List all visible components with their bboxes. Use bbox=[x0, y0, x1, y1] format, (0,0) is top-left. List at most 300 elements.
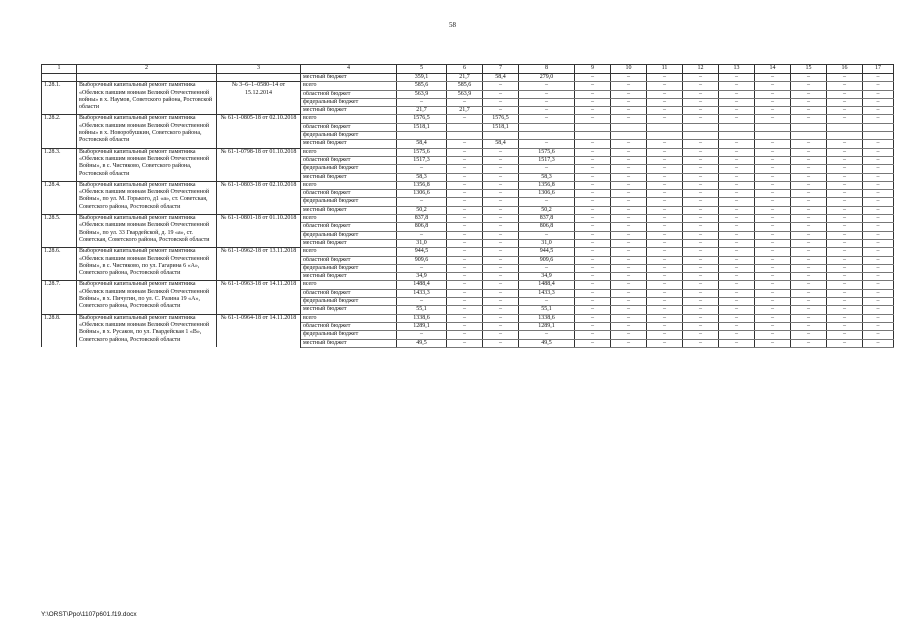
value-cell: 563,9 bbox=[447, 90, 483, 98]
value-cell bbox=[575, 132, 611, 140]
value-cell: 1576,5 bbox=[397, 115, 447, 123]
value-cell: – bbox=[683, 289, 719, 297]
value-cell bbox=[447, 132, 483, 140]
value-cell: – bbox=[647, 223, 683, 231]
value-cell: – bbox=[719, 82, 755, 90]
value-cell: – bbox=[719, 281, 755, 289]
value-cell: – bbox=[755, 181, 791, 189]
value-cell: – bbox=[755, 215, 791, 223]
value-cell: – bbox=[611, 107, 647, 115]
value-cell: – bbox=[719, 90, 755, 98]
value-cell: – bbox=[611, 215, 647, 223]
value-cell: – bbox=[791, 190, 827, 198]
value-cell: – bbox=[483, 148, 519, 156]
value-cell: – bbox=[575, 90, 611, 98]
value-cell bbox=[683, 132, 719, 140]
value-cell: – bbox=[719, 239, 755, 247]
value-cell: – bbox=[863, 206, 894, 214]
value-cell: – bbox=[683, 74, 719, 82]
value-cell: – bbox=[575, 248, 611, 256]
funding-source: местный бюджет bbox=[301, 107, 397, 115]
table-row bbox=[42, 281, 894, 289]
value-cell: – bbox=[827, 231, 863, 239]
funding-source: федеральный бюджет bbox=[301, 331, 397, 339]
value-cell: – bbox=[397, 165, 447, 173]
value-cell: – bbox=[647, 322, 683, 330]
value-cell: – bbox=[755, 298, 791, 306]
value-cell: – bbox=[483, 273, 519, 281]
value-cell: – bbox=[863, 173, 894, 181]
value-cell: – bbox=[863, 198, 894, 206]
value-cell: – bbox=[755, 273, 791, 281]
value-cell: 806,8 bbox=[519, 223, 575, 231]
value-cell: – bbox=[755, 264, 791, 272]
value-cell: – bbox=[447, 331, 483, 339]
value-cell: – bbox=[683, 90, 719, 98]
value-cell: – bbox=[791, 173, 827, 181]
value-cell: – bbox=[611, 156, 647, 164]
value-cell: – bbox=[483, 306, 519, 314]
value-cell: – bbox=[447, 339, 483, 347]
item-name: Выборочный капитальный ремонт памятника «Обелиск павшим воинам Великой Отечественной Войны», по ул. М. Горького, д1 «а», ст. Советская, Советского района, Ростовской области bbox=[77, 181, 217, 214]
value-cell: – bbox=[611, 115, 647, 123]
value-cell: – bbox=[755, 115, 791, 123]
value-cell: – bbox=[519, 165, 575, 173]
value-cell: – bbox=[611, 148, 647, 156]
value-cell: – bbox=[483, 289, 519, 297]
value-cell: – bbox=[827, 306, 863, 314]
value-cell: – bbox=[683, 223, 719, 231]
value-cell: – bbox=[791, 115, 827, 123]
column-number: 11 bbox=[647, 65, 683, 74]
value-cell: – bbox=[647, 215, 683, 223]
item-number: 1.28.4. bbox=[42, 181, 77, 214]
value-cell: 359,1 bbox=[397, 74, 447, 82]
value-cell: – bbox=[683, 82, 719, 90]
column-number: 2 bbox=[77, 65, 217, 74]
funding-source: местный бюджет bbox=[301, 173, 397, 181]
value-cell: – bbox=[519, 264, 575, 272]
value-cell: – bbox=[863, 248, 894, 256]
value-cell: – bbox=[647, 256, 683, 264]
value-cell: – bbox=[755, 74, 791, 82]
funding-source: местный бюджет bbox=[301, 273, 397, 281]
value-cell: – bbox=[863, 181, 894, 189]
value-cell: – bbox=[519, 98, 575, 106]
value-cell: – bbox=[755, 281, 791, 289]
value-cell: 1488,4 bbox=[519, 281, 575, 289]
value-cell: – bbox=[483, 331, 519, 339]
value-cell: 1517,3 bbox=[397, 156, 447, 164]
value-cell: – bbox=[611, 248, 647, 256]
value-cell: – bbox=[827, 322, 863, 330]
value-cell: – bbox=[611, 256, 647, 264]
value-cell: – bbox=[611, 231, 647, 239]
value-cell: – bbox=[611, 190, 647, 198]
value-cell: – bbox=[447, 173, 483, 181]
value-cell: 1338,6 bbox=[397, 314, 447, 322]
value-cell: – bbox=[483, 298, 519, 306]
value-cell bbox=[827, 123, 863, 131]
value-cell: – bbox=[447, 289, 483, 297]
value-cell: – bbox=[611, 140, 647, 148]
funding-source: федеральный бюджет bbox=[301, 231, 397, 239]
value-cell: – bbox=[483, 256, 519, 264]
value-cell: – bbox=[647, 248, 683, 256]
value-cell: – bbox=[755, 148, 791, 156]
value-cell: – bbox=[791, 98, 827, 106]
value-cell: – bbox=[719, 248, 755, 256]
value-cell: 55,1 bbox=[519, 306, 575, 314]
value-cell: – bbox=[447, 115, 483, 123]
value-cell: – bbox=[791, 264, 827, 272]
value-cell: 58,4 bbox=[483, 74, 519, 82]
value-cell: – bbox=[863, 165, 894, 173]
empty-cell bbox=[77, 74, 217, 82]
value-cell: – bbox=[447, 98, 483, 106]
item-document: № 61-1-0962-18 от 13.11.2018 bbox=[217, 248, 301, 281]
value-cell: – bbox=[683, 231, 719, 239]
value-cell bbox=[719, 123, 755, 131]
value-cell: – bbox=[647, 331, 683, 339]
value-cell: – bbox=[575, 198, 611, 206]
column-number: 12 bbox=[683, 65, 719, 74]
funding-source: местный бюджет bbox=[301, 140, 397, 148]
value-cell: – bbox=[683, 322, 719, 330]
value-cell: 563,9 bbox=[397, 90, 447, 98]
funding-source: федеральный бюджет bbox=[301, 198, 397, 206]
value-cell: – bbox=[447, 231, 483, 239]
value-cell: – bbox=[791, 148, 827, 156]
value-cell: – bbox=[791, 74, 827, 82]
value-cell: – bbox=[719, 165, 755, 173]
value-cell: – bbox=[719, 98, 755, 106]
value-cell: – bbox=[791, 322, 827, 330]
value-cell: – bbox=[519, 90, 575, 98]
value-cell: – bbox=[719, 115, 755, 123]
value-cell: 944,5 bbox=[519, 248, 575, 256]
value-cell: – bbox=[519, 298, 575, 306]
value-cell: – bbox=[611, 223, 647, 231]
value-cell: – bbox=[791, 165, 827, 173]
funding-source: всего bbox=[301, 181, 397, 189]
value-cell: – bbox=[683, 339, 719, 347]
value-cell: – bbox=[575, 331, 611, 339]
value-cell: – bbox=[447, 298, 483, 306]
value-cell: – bbox=[575, 339, 611, 347]
value-cell: – bbox=[575, 231, 611, 239]
value-cell: 1518,1 bbox=[397, 123, 447, 131]
item-number: 1.28.3. bbox=[42, 148, 77, 181]
value-cell: – bbox=[755, 198, 791, 206]
column-number: 7 bbox=[483, 65, 519, 74]
value-cell: – bbox=[827, 173, 863, 181]
value-cell: – bbox=[683, 181, 719, 189]
value-cell: – bbox=[575, 264, 611, 272]
value-cell: 1306,6 bbox=[397, 190, 447, 198]
funding-source: областной бюджет bbox=[301, 256, 397, 264]
value-cell: – bbox=[755, 82, 791, 90]
item-document: № 61-1-0803-18 от 02.10.2018 bbox=[217, 181, 301, 214]
value-cell: – bbox=[683, 140, 719, 148]
value-cell: – bbox=[719, 140, 755, 148]
value-cell: – bbox=[647, 98, 683, 106]
column-number-row bbox=[42, 65, 894, 74]
value-cell: – bbox=[863, 298, 894, 306]
value-cell: – bbox=[683, 198, 719, 206]
value-cell: – bbox=[863, 273, 894, 281]
value-cell: – bbox=[611, 74, 647, 82]
value-cell: 909,6 bbox=[397, 256, 447, 264]
funding-source: всего bbox=[301, 314, 397, 322]
value-cell: – bbox=[755, 140, 791, 148]
value-cell: 1338,6 bbox=[519, 314, 575, 322]
value-cell: – bbox=[647, 239, 683, 247]
value-cell: 58,3 bbox=[519, 173, 575, 181]
value-cell: – bbox=[683, 165, 719, 173]
value-cell bbox=[519, 132, 575, 140]
value-cell: – bbox=[397, 231, 447, 239]
funding-source: всего bbox=[301, 82, 397, 90]
value-cell bbox=[483, 132, 519, 140]
value-cell: – bbox=[397, 264, 447, 272]
funding-source: областной бюджет bbox=[301, 190, 397, 198]
value-cell: – bbox=[575, 107, 611, 115]
value-cell: – bbox=[683, 281, 719, 289]
value-cell: – bbox=[647, 281, 683, 289]
value-cell: – bbox=[791, 156, 827, 164]
item-name: Выборочный капитальный ремонт памятника «Обелиск павшим воинам Великой Отечественной Войны», в х. Русаков, по ул. Гвардейская 1 «В», Советского района, Ростовской области bbox=[77, 314, 217, 347]
value-cell: 1356,8 bbox=[519, 181, 575, 189]
value-cell: – bbox=[647, 273, 683, 281]
funding-source: областной бюджет bbox=[301, 223, 397, 231]
funding-source: федеральный бюджет bbox=[301, 98, 397, 106]
item-name: Выборочный капитальный ремонт памятника «Обелиск павшим воинам Великой Отечественной войны» в х. Новоробушкин, Советского района, Ростовской области bbox=[77, 115, 217, 148]
value-cell: – bbox=[827, 140, 863, 148]
value-cell: – bbox=[863, 140, 894, 148]
table-row bbox=[42, 248, 894, 256]
value-cell: – bbox=[397, 98, 447, 106]
value-cell: – bbox=[683, 256, 719, 264]
value-cell: – bbox=[755, 248, 791, 256]
column-number: 8 bbox=[519, 65, 575, 74]
empty-cell bbox=[42, 74, 77, 82]
funding-source: всего bbox=[301, 148, 397, 156]
value-cell: – bbox=[575, 215, 611, 223]
value-cell: 58,3 bbox=[397, 173, 447, 181]
value-cell: – bbox=[647, 107, 683, 115]
value-cell: – bbox=[647, 206, 683, 214]
value-cell: – bbox=[719, 190, 755, 198]
value-cell: – bbox=[827, 82, 863, 90]
value-cell: – bbox=[827, 90, 863, 98]
value-cell: 49,5 bbox=[397, 339, 447, 347]
value-cell: 31,0 bbox=[397, 239, 447, 247]
value-cell: – bbox=[397, 298, 447, 306]
value-cell: – bbox=[683, 215, 719, 223]
value-cell: – bbox=[755, 173, 791, 181]
value-cell: 1518,1 bbox=[483, 123, 519, 131]
value-cell: – bbox=[483, 231, 519, 239]
column-number: 5 bbox=[397, 65, 447, 74]
column-number: 14 bbox=[755, 65, 791, 74]
funding-source: местный бюджет bbox=[301, 74, 397, 82]
value-cell: – bbox=[483, 281, 519, 289]
value-cell: – bbox=[791, 239, 827, 247]
value-cell: – bbox=[863, 239, 894, 247]
value-cell: – bbox=[827, 273, 863, 281]
funding-source: всего bbox=[301, 215, 397, 223]
value-cell: – bbox=[647, 198, 683, 206]
value-cell: – bbox=[647, 181, 683, 189]
value-cell: 1433,3 bbox=[397, 289, 447, 297]
column-number: 15 bbox=[791, 65, 827, 74]
value-cell: – bbox=[719, 339, 755, 347]
value-cell: – bbox=[719, 264, 755, 272]
value-cell: – bbox=[611, 298, 647, 306]
value-cell: – bbox=[647, 140, 683, 148]
value-cell: – bbox=[863, 281, 894, 289]
value-cell: – bbox=[447, 264, 483, 272]
value-cell: – bbox=[755, 314, 791, 322]
value-cell: 837,8 bbox=[519, 215, 575, 223]
value-cell: – bbox=[719, 215, 755, 223]
value-cell: 585,6 bbox=[447, 82, 483, 90]
value-cell: – bbox=[719, 298, 755, 306]
value-cell: – bbox=[719, 74, 755, 82]
value-cell: – bbox=[863, 314, 894, 322]
value-cell: – bbox=[683, 148, 719, 156]
value-cell: – bbox=[719, 107, 755, 115]
value-cell: – bbox=[575, 314, 611, 322]
value-cell: – bbox=[719, 306, 755, 314]
value-cell: – bbox=[483, 239, 519, 247]
value-cell: – bbox=[755, 239, 791, 247]
value-cell: – bbox=[483, 190, 519, 198]
value-cell: – bbox=[611, 82, 647, 90]
value-cell: 58,4 bbox=[397, 140, 447, 148]
value-cell: 1433,3 bbox=[519, 289, 575, 297]
value-cell: – bbox=[755, 339, 791, 347]
value-cell: – bbox=[863, 107, 894, 115]
value-cell: – bbox=[647, 165, 683, 173]
value-cell: – bbox=[755, 190, 791, 198]
value-cell: – bbox=[827, 148, 863, 156]
column-number: 4 bbox=[301, 65, 397, 74]
value-cell: – bbox=[683, 239, 719, 247]
funding-source: местный бюджет bbox=[301, 239, 397, 247]
value-cell: – bbox=[683, 115, 719, 123]
value-cell: – bbox=[863, 256, 894, 264]
value-cell: – bbox=[791, 256, 827, 264]
value-cell bbox=[827, 132, 863, 140]
column-number: 9 bbox=[575, 65, 611, 74]
funding-source: всего bbox=[301, 248, 397, 256]
value-cell: 55,1 bbox=[397, 306, 447, 314]
value-cell: – bbox=[755, 223, 791, 231]
value-cell: – bbox=[719, 314, 755, 322]
value-cell: – bbox=[755, 156, 791, 164]
value-cell: – bbox=[719, 148, 755, 156]
value-cell: – bbox=[611, 90, 647, 98]
value-cell: – bbox=[827, 107, 863, 115]
funding-source: местный бюджет bbox=[301, 306, 397, 314]
value-cell: – bbox=[483, 314, 519, 322]
value-cell: – bbox=[683, 107, 719, 115]
value-cell: – bbox=[827, 115, 863, 123]
value-cell: 279,0 bbox=[519, 74, 575, 82]
value-cell: – bbox=[575, 156, 611, 164]
value-cell: – bbox=[483, 82, 519, 90]
value-cell: – bbox=[791, 90, 827, 98]
value-cell: 58,4 bbox=[483, 140, 519, 148]
value-cell: – bbox=[519, 107, 575, 115]
value-cell: – bbox=[575, 298, 611, 306]
value-cell: – bbox=[683, 206, 719, 214]
value-cell: – bbox=[719, 173, 755, 181]
value-cell: – bbox=[755, 331, 791, 339]
value-cell: – bbox=[575, 140, 611, 148]
value-cell: – bbox=[719, 231, 755, 239]
item-number: 1.28.1. bbox=[42, 82, 77, 115]
value-cell: – bbox=[683, 331, 719, 339]
value-cell: – bbox=[683, 98, 719, 106]
table-row bbox=[42, 148, 894, 156]
value-cell bbox=[447, 123, 483, 131]
value-cell: – bbox=[683, 273, 719, 281]
item-name: Выборочный капитальный ремонт памятника «Обелиск павшим воинам Великой Отечественной Войны», в х. Пичугин, по ул. С. Разина 19 «А», Советского района, Ростовской области bbox=[77, 281, 217, 314]
value-cell: – bbox=[483, 322, 519, 330]
value-cell: – bbox=[827, 98, 863, 106]
value-cell: – bbox=[719, 289, 755, 297]
value-cell: – bbox=[483, 223, 519, 231]
value-cell: – bbox=[827, 331, 863, 339]
value-cell: – bbox=[483, 165, 519, 173]
value-cell: – bbox=[827, 339, 863, 347]
value-cell: – bbox=[863, 190, 894, 198]
value-cell: 34,9 bbox=[397, 273, 447, 281]
value-cell: – bbox=[647, 173, 683, 181]
value-cell: – bbox=[611, 289, 647, 297]
value-cell: 1488,4 bbox=[397, 281, 447, 289]
table-row bbox=[42, 215, 894, 223]
column-number: 3 bbox=[217, 65, 301, 74]
column-number: 16 bbox=[827, 65, 863, 74]
value-cell: – bbox=[791, 231, 827, 239]
item-number: 1.28.6. bbox=[42, 248, 77, 281]
value-cell: – bbox=[791, 181, 827, 189]
value-cell: – bbox=[719, 198, 755, 206]
table-row bbox=[42, 314, 894, 322]
value-cell: – bbox=[447, 181, 483, 189]
value-cell: – bbox=[611, 206, 647, 214]
value-cell: – bbox=[863, 331, 894, 339]
value-cell: – bbox=[611, 181, 647, 189]
value-cell: – bbox=[447, 215, 483, 223]
value-cell: – bbox=[755, 90, 791, 98]
value-cell: – bbox=[483, 173, 519, 181]
value-cell bbox=[683, 123, 719, 131]
value-cell: – bbox=[575, 181, 611, 189]
value-cell: – bbox=[683, 298, 719, 306]
item-name: Выборочный капитальный ремонт памятника «Обелиск павшим воинам Великой Отечественной войны» в х. Наумов, Советского района, Ростовской области bbox=[77, 82, 217, 115]
value-cell: – bbox=[791, 298, 827, 306]
value-cell: – bbox=[447, 306, 483, 314]
value-cell: – bbox=[719, 206, 755, 214]
empty-cell bbox=[217, 74, 301, 82]
column-number: 13 bbox=[719, 65, 755, 74]
value-cell: – bbox=[483, 107, 519, 115]
